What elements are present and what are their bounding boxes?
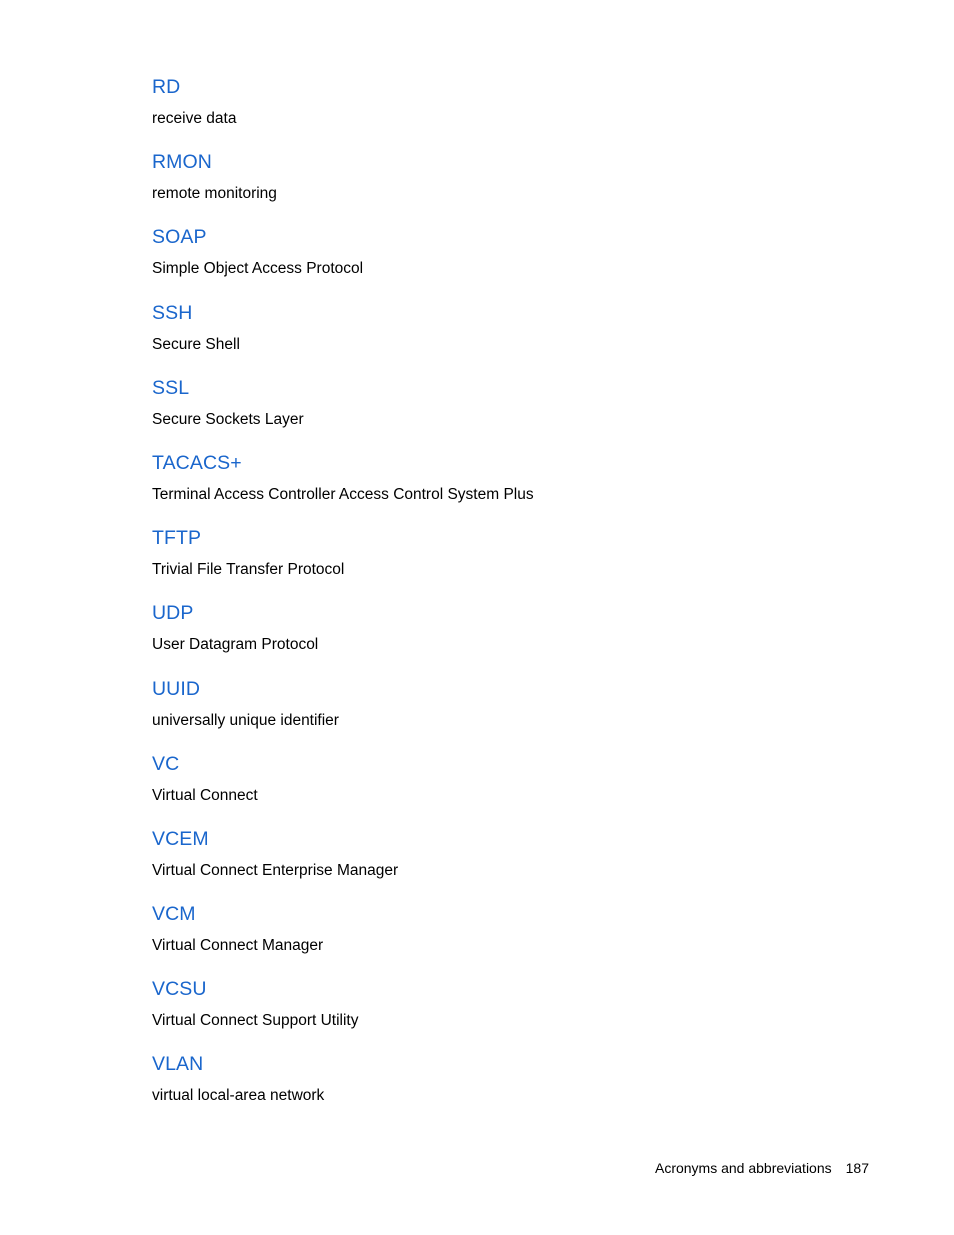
glossary-definition: virtual local-area network: [152, 1087, 325, 1105]
glossary-term: VC: [152, 752, 180, 775]
glossary-definition: Virtual Connect Support Utility: [152, 1012, 359, 1030]
glossary-term: UDP: [152, 602, 194, 625]
glossary-definition: Terminal Access Controller Access Control System Plus: [152, 485, 534, 503]
glossary-list: [152, 74, 852, 1127]
glossary-definition: Virtual Connect Enterprise Manager: [152, 861, 399, 879]
glossary-definition: Virtual Connect: [152, 786, 258, 804]
glossary-term: VCSU: [152, 978, 207, 1001]
glossary-term: UUID: [152, 677, 201, 700]
glossary-term: VLAN: [152, 1053, 204, 1076]
glossary-term: RD: [152, 76, 181, 98]
glossary-term: TACACS+: [152, 451, 242, 474]
glossary-entry: [152, 300, 852, 375]
glossary-entry: [152, 74, 852, 149]
glossary-entry: [152, 450, 852, 525]
glossary-term: TFTP: [152, 527, 202, 550]
glossary-definition: Trivial File Transfer Protocol: [152, 561, 345, 579]
glossary-definition: Secure Shell: [152, 335, 240, 353]
footer-section-title: Acronyms and abbreviations: [654, 1160, 832, 1176]
glossary-definition: User Datagram Protocol: [152, 636, 319, 654]
glossary-definition: Secure Sockets Layer: [152, 410, 304, 428]
glossary-entry: [152, 149, 852, 224]
glossary-definition: universally unique identifier: [152, 711, 339, 729]
glossary-entry: [152, 1051, 852, 1126]
glossary-term: SOAP: [152, 226, 207, 249]
glossary-entry: [152, 826, 852, 901]
glossary-entry: [152, 751, 852, 826]
glossary-entry: [152, 901, 852, 976]
glossary-term: SSH: [152, 301, 193, 324]
glossary-definition: receive data: [152, 110, 237, 127]
glossary-entry: [152, 375, 852, 450]
glossary-entry: [152, 224, 852, 299]
glossary-term: VCEM: [152, 827, 209, 850]
glossary-definition: remote monitoring: [152, 185, 277, 203]
glossary-entry: [152, 600, 852, 675]
page-footer: [655, 1158, 869, 1178]
glossary-entry: [152, 676, 852, 751]
glossary-entry: [152, 976, 852, 1051]
glossary-definition: Simple Object Access Protocol: [152, 260, 364, 278]
glossary-term: VCM: [152, 903, 196, 926]
glossary-definition: Virtual Connect Manager: [152, 937, 324, 955]
page-number: 187: [845, 1160, 869, 1176]
glossary-term: RMON: [152, 151, 212, 174]
glossary-entry: [152, 525, 852, 600]
glossary-term: SSL: [152, 376, 190, 399]
